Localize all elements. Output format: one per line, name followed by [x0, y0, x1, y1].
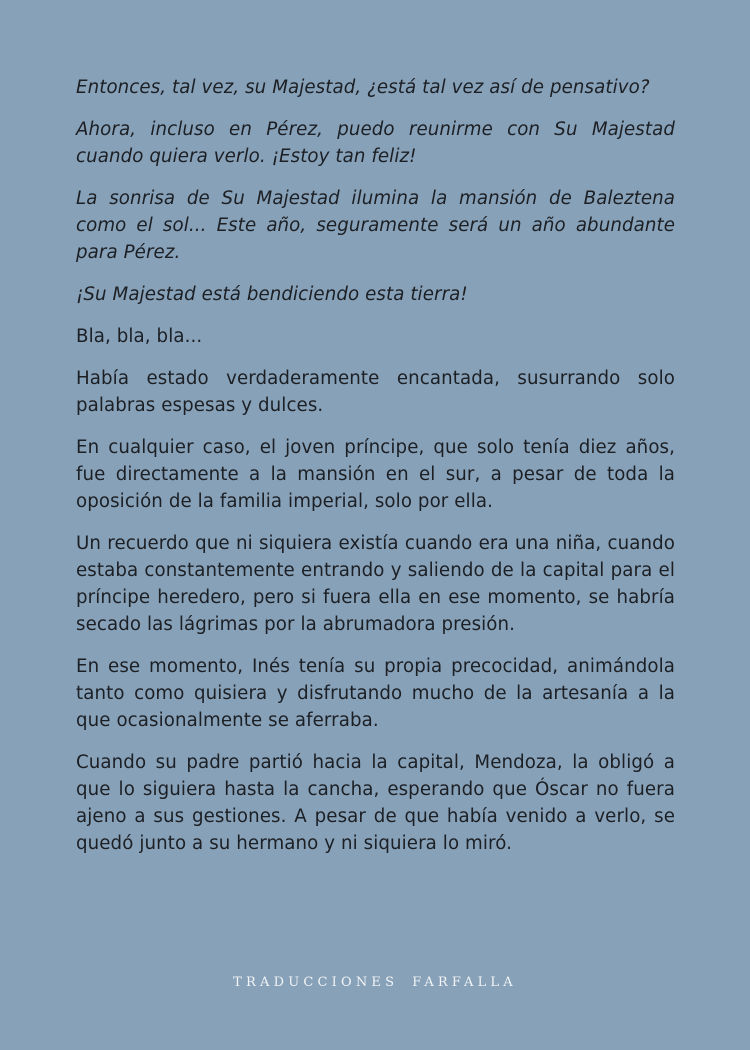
body-text: [76, 74, 675, 872]
paragraph-2: Ahora, incluso en Pérez, puedo reunirme con Su Majestad cuando quiera verlo. ¡Estoy tan feliz!: [76, 119, 675, 167]
paragraph-6: Había estado verdaderamente encantada, susurrando solo palabras espesas y dulces.: [76, 368, 675, 416]
paragraph-4: ¡Su Majestad está bendiciendo esta tierra!: [76, 284, 468, 305]
paragraph-8: Un recuerdo que ni siquiera existía cuando era una niña, cuando estaba constantemente entrando y saliendo de la capital para el príncipe heredero, pero si fuera ella en ese momento, se habría secado las lágrimas por la abrumadora presión.: [76, 533, 675, 635]
paragraph-3: La sonrisa de Su Majestad ilumina la mansión de Baleztena como el sol... Este año, seguramente será un año abundante para Pérez.: [76, 188, 675, 263]
paragraph-1: Entonces, tal vez, su Majestad, ¿está tal vez así de pensativo?: [76, 77, 650, 98]
paragraph-10: Cuando su padre partió hacia la capital, Mendoza, la obligó a que lo siguiera hasta la cancha, esperando que Óscar no fuera ajeno a sus gestiones. A pesar de que había venido a verlo, se quedó junto a su hermano y ni siquiera lo miró.: [76, 752, 675, 854]
page-footer: [0, 975, 750, 990]
footer-word-2: FARFALLA: [412, 975, 517, 990]
paragraph-5: Bla, bla, bla...: [76, 326, 203, 347]
footer-word-1: TRADUCCIONES: [233, 975, 399, 990]
paragraph-9: En ese momento, Inés tenía su propia precocidad, animándola tanto como quisiera y disfrutando mucho de la artesanía a la que ocasionalmente se aferraba.: [76, 656, 675, 731]
paragraph-7: En cualquier caso, el joven príncipe, que solo tenía diez años, fue directamente a la mansión en el sur, a pesar de toda la oposición de la familia imperial, solo por ella.: [76, 437, 675, 512]
